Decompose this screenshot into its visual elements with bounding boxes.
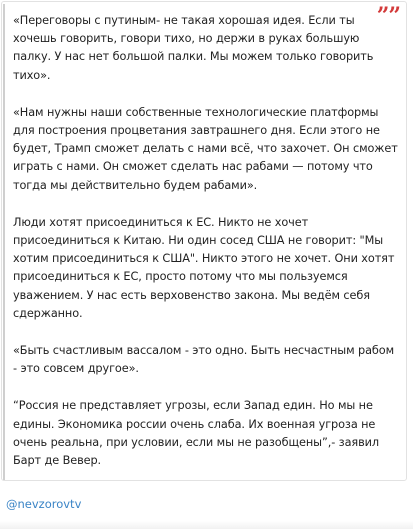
quote-body	[13, 12, 398, 470]
quote-paragraph: «Быть счастливым вассалом - это одно. Быть несчастным рабом - это совсем другое».	[13, 344, 395, 376]
channel-handle-link[interactable]: @nevzorovtv	[6, 497, 82, 511]
quote-block	[1, 1, 407, 481]
quote-paragraph: “Россия не представляет угрозы, если Запад един. Но мы не едины. Экономика россии очень слаба. Их военная угроза не очень реальна, при условии, если мы не разобщены”,- заявил Барт де Вевер.	[13, 399, 380, 468]
quote-accent-bar	[3, 4, 5, 480]
quote-paragraph: Люди хотят присоединиться к ЕС. Никто не хочет присоединиться к Китаю. Ни один сосед США не говорит: "Мы хотим присоединиться к США". Никто этого не хочет. Они хотят присоединиться к ЕС, просто потому что мы пользуемся уважением. У нас есть верховенство закона. Мы ведём себя сдержанно.	[13, 215, 395, 320]
quote-paragraph: «Нам нужны наши собственные технологические платформы для построения процветания завтрашнего дня. Если этого не будет, Трамп сможет делать с нами всё, что захочет. Он сможет играть с нами. Он сможет сделать нас рабами — потому что тогда мы действительно будем рабами».	[13, 105, 398, 192]
quote-mark-icon: ””	[376, 3, 400, 29]
quote-paragraph: «Переговоры с путиным- не такая хорошая идея. Если ты хочешь говорить, говори тихо, но держи в руках большую палку. У нас нет большой палки. Мы можем только говорить тихо».	[13, 14, 374, 82]
bottom-divider	[0, 521, 413, 529]
